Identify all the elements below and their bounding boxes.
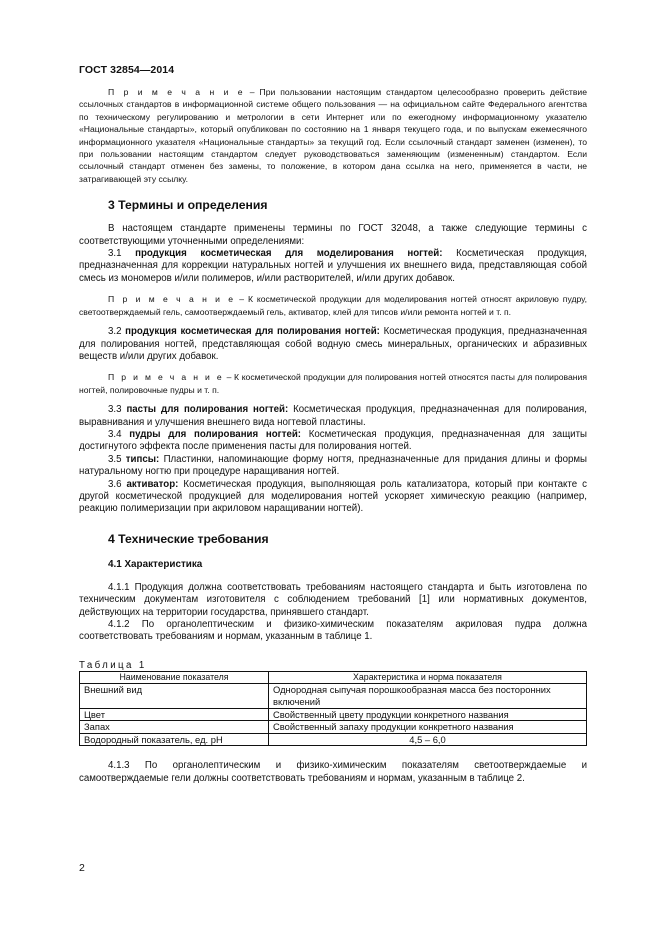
note-text: – К косметической продукции для моделирования ногтей относят акриловую пудру, светоотверждаемый гель, самоотверждаемый гель, активатор, клей для типсов и/или ремонта ногтей и т. п. bbox=[79, 294, 587, 317]
term-definition: Косметическая продукция, предназначенная для защиты достигнутого эффекта после применения пасты для полирования ногтей. bbox=[79, 428, 587, 453]
term-number: 3.1 bbox=[108, 248, 136, 260]
page-number: 2 bbox=[79, 862, 85, 874]
subsection-4-1-title: 4.1 Характеристика bbox=[108, 558, 203, 570]
note-text: – К косметической продукции для полирования ногтей относятся пасты для полирования ногтей, полировочные пудры и т. п. bbox=[79, 372, 587, 395]
table-cell: 4,5 – 6,0 bbox=[269, 733, 587, 746]
table-row bbox=[80, 733, 587, 746]
term-3-5 bbox=[79, 454, 587, 479]
section-4-title: 4 Технические требования bbox=[108, 531, 269, 546]
term-number: 3.3 bbox=[108, 404, 127, 416]
term-3-3 bbox=[79, 404, 587, 429]
page-content bbox=[79, 86, 587, 785]
term-name: продукция косметическая для полирования ногтей: bbox=[125, 326, 380, 338]
clause-4-1-2: 4.1.2 По органолептическим и физико-химическим показателям акриловая пудра должна соответствовать требованиям и нормам, указанным в таблице 1. bbox=[79, 619, 587, 643]
term-definition: Косметическая продукция, предназначенная для полирования, выравнивания и улучшения внешнего вида ногтевой пластины. bbox=[79, 404, 587, 428]
table-cell: Свойственный цвету продукции конкретного названия bbox=[269, 708, 587, 721]
term-3-2-note bbox=[79, 371, 587, 396]
table-row bbox=[80, 684, 587, 708]
table-row bbox=[80, 721, 587, 734]
document-header: ГОСТ 32854—2014 bbox=[79, 64, 175, 76]
term-definition: Пластинки, напоминающие форму ногтя, предназначенные для придания длины и формы натуральному ногтю при процедуре наращивания ногтей. bbox=[79, 453, 588, 478]
term-definition: Косметическая продукция, предназначенная для коррекции натуральных ногтей и улучшения их внешнего вида, представляющая собой смесь из мономеров и/или полимеров, и/или растворителей, и/или других добавок. bbox=[79, 248, 587, 284]
table-cell: Внешний вид bbox=[80, 684, 269, 708]
term-3-6 bbox=[79, 479, 587, 516]
term-number: 3.4 bbox=[108, 428, 130, 440]
term-definition: Косметическая продукция, предназначенная для полирования ногтей, представляющая собой водную смесь минеральных, органических и абразивных веществ и/или других добавок. bbox=[79, 326, 587, 362]
table-1 bbox=[79, 671, 587, 747]
table-row bbox=[80, 708, 587, 721]
table-cell: Однородная сыпучая порошкообразная масса без посторонних включений bbox=[269, 684, 587, 708]
section-3-intro: В настоящем стандарте применены термины по ГОСТ 32048, а также следующие термины с соответствующими уточненными определениями: bbox=[79, 223, 587, 247]
term-name: типсы: bbox=[125, 453, 160, 465]
term-name: пудры для полирования ногтей: bbox=[129, 428, 302, 440]
term-number: 3.5 bbox=[108, 453, 126, 465]
table-header-cell: Наименование показателя bbox=[80, 671, 269, 684]
term-number: 3.6 bbox=[108, 478, 127, 490]
table-header-cell: Характеристика и норма показателя bbox=[269, 671, 587, 684]
reference-note bbox=[79, 86, 587, 185]
note-label: П р и м е ч а н и е bbox=[108, 294, 236, 305]
table-header-row bbox=[80, 671, 587, 684]
table-cell: Водородный показатель, ед. pH bbox=[80, 733, 269, 746]
term-number: 3.2 bbox=[108, 326, 126, 338]
term-name: продукция косметическая для моделирования ногтей: bbox=[135, 248, 443, 260]
table-1-caption: Таблица 1 bbox=[79, 659, 147, 671]
term-name: пасты для полирования ногтей: bbox=[126, 404, 289, 416]
term-3-1-note bbox=[79, 293, 587, 318]
term-definition: Косметическая продукция, выполняющая роль катализатора, который при контакте с другой косметической продукцией для моделирования ногтей ускоряет химическую реакцию (например, реакцию полимеризации при акриловом наращивании ногтей). bbox=[79, 478, 587, 515]
section-3-title: 3 Термины и определения bbox=[108, 198, 268, 213]
term-3-4 bbox=[79, 429, 587, 454]
note-text: – При пользовании настоящим стандартом целесообразно проверить действие ссылочных стандартов в информационной системе общего пользования — на официальном сайте Федерального агентства по техническому регулированию и метрологии в сети Интернет или по ежегодному информационному указателю «Национальные стандарты», который опубликован по состоянию на 1 января текущего года, и по выпускам ежемесячного информационного указателя «Национальные стандарты» за текущий год. Если ссылочный стандарт заменен (изменен), то при пользовании настоящим стандартом следует руководствоваться заменяющим (измененным) стандартом. Если ссылочный стандарт отменен без замены, то положение, в котором дана ссылка на него, применяется в части, не затрагивающей эту ссылку. bbox=[79, 87, 587, 184]
note-label: П р и м е ч а н и е bbox=[108, 87, 245, 97]
table-cell: Запах bbox=[80, 721, 269, 734]
clause-4-1-1: 4.1.1 Продукция должна соответствовать требованиям настоящего стандарта и быть изготовлена по техническим документам изготовителя с соблюдением требований [1] или нормативных документов, действующих на территории государства, принявшего стандарт. bbox=[79, 581, 587, 618]
table-cell: Свойственный запаху продукции конкретного названия bbox=[269, 721, 587, 734]
term-name: активатор: bbox=[126, 478, 179, 490]
note-label: П р и м е ч а н и е bbox=[108, 372, 224, 383]
table-cell: Цвет bbox=[80, 708, 269, 721]
term-3-2 bbox=[79, 326, 587, 363]
term-3-1 bbox=[79, 248, 587, 285]
clause-4-1-3: 4.1.3 По органолептическим и физико-химическим показателям светоотверждаемые и самоотверждаемые гели должны соответствовать требованиям и нормам, указанным в таблице 2. bbox=[79, 760, 587, 784]
